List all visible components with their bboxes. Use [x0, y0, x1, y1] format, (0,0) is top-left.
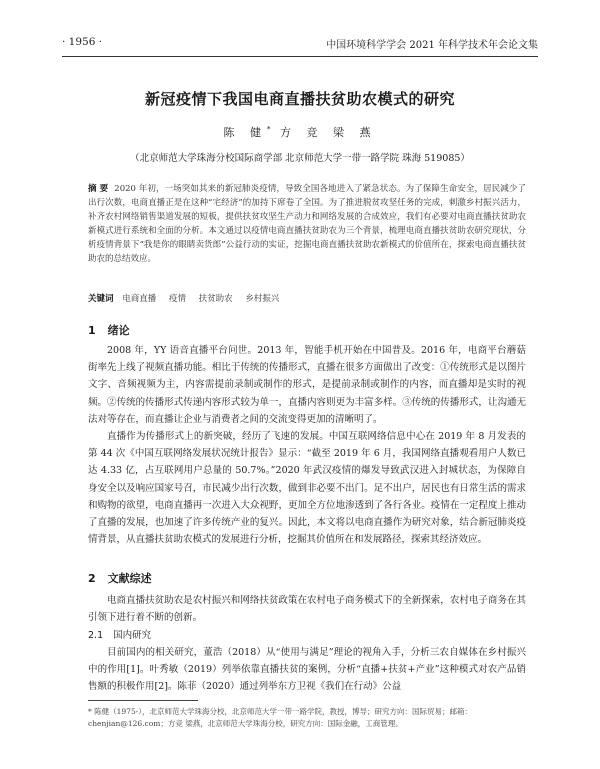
paragraph: 2008 年，YY 语音直播平台问世。2013 年，智能手机开始在中国普及。2016 年，电商平台蘑菇街率先上线了视频直播功能。相比于传统的传播形式，直播在很多方面做出了改变：①传统形式是以图片文字、音频视频为主，内容需提前录制或制作的形式，是提前录制或制作的内容，而直播却是实时的视频。②传统的传播形式传递内容形式较为单一，直播内容则更为丰富多样。③传统的传播形式，让沟通无法对等存在，而直播让企业与消费者之间的交流变得更加的清晰明了。: [88, 345, 526, 425]
abstract-text: 2020 年初，一场突如其来的新冠肺炎疫情，导致全国各地进入了紧急状态。为了保障生命安全，居民减少了出行次数，电商直播正是在这种“宅经济”的加持下席卷了全国。为了推进脱贫攻坚任务的完成，刺激乡村振兴活力，补齐农村网络销售渠道发展的短板，提供扶贫攻坚生产动力和网络发展的合成效应，我们有必要对电商直播扶贫助农新模式进行系统和全面的分析。本文通过以疫情电商直播扶贫助农为三个背景，梳理电商直播扶贫助农研究现状，分析疫情背景下“我是你的眼睛卖货郎”公益行动的实证，挖掘电商直播扶贫助农新模式的价值所在，探索电商直播扶贫助农的总结效应。: [88, 184, 526, 264]
header-divider: [62, 56, 538, 57]
keywords-label: 关键词: [88, 294, 114, 304]
section-number: 2: [88, 572, 96, 585]
section-2-intro: [88, 592, 526, 626]
paragraph: 直播作为传播形式上的新突破，经历了飞速的发展。中国互联网络信息中心在 2019 年 8 月发表的第 44 次《中国互联网络发展状况统计报告》显示：“截至 2019 年 6 月，我国网络直播观看用户人数已达 4.33 亿，占互联网用户总量的 50.7%。”2020 年武汉疫情的爆发导致武汉进入封城状态，为保障自身安全以及响应国家号召，市民减少出行次数，做到非必要不出门。足不出户，居民也有日常生活的需求和购物的欲望，电商直播再一次进入大众视野，更加全方位地渗透到了各行各业。疫情在一定程度上推动了直播的发展，也加速了许多传统产业的复兴。因此，本文将以电商直播作为研究对象，结合新冠肺炎疫情背景，从直播扶贫助农模式的发展进行分析，挖掘其价值所在和发展路径，探索其经济效应。: [88, 431, 526, 546]
corresponding-author: 陈 健: [223, 126, 267, 139]
author-footnote-mark: *: [267, 125, 271, 134]
section-heading-2: [88, 570, 152, 586]
page-number: · 1956 ·: [62, 36, 103, 48]
affiliation: （北京师范大学珠海分校国际商学部 北京师范大学一带一路学院 珠海 519085）: [130, 153, 470, 164]
subsection-number: 2.1: [88, 630, 104, 641]
running-header: [62, 36, 538, 52]
subsection-body: [88, 644, 526, 696]
section-number: 1: [88, 324, 96, 337]
paragraph: 目前国内的相关研究，董浩（2018）从“使用与满足”理论的视角入手，分析三农自媒体在乡村振兴中的作用[1]。叶秀敏（2019）列举依靠直播扶贫的案例，分析“直播+扶贫+产业”这种模式对农产品销售额的积极作用[2]。陈菲（2020）通过列举东方卫视《我们在行动》公益: [88, 647, 526, 693]
subsection-title: 国内研究: [113, 630, 152, 641]
keyword: 疫情: [168, 294, 186, 304]
section-title: 绪论: [107, 324, 130, 337]
journal-title: 中国环境科学学会 2021 年科学技术年会论文集: [326, 40, 538, 51]
abstract: [88, 182, 526, 266]
footnote-divider: [88, 700, 198, 701]
section-title: 文献综述: [107, 572, 152, 585]
abstract-label: 摘 要: [88, 184, 109, 194]
section-1-body: [88, 342, 526, 548]
subsection-heading: [88, 627, 151, 641]
paper-title: 新冠疫情下我国电商直播扶贫助农模式的研究: [144, 90, 455, 108]
co-authors: 方 竞 梁 燕: [270, 126, 377, 139]
footnote: * 陈健（1975-），北京师范大学珠海分校，北京师范大学一带一路学院，教授，博导；研究方向：国际贸易；邮箱：chenjian@126.com；方竞 梁燕，北京师范大学珠海分校，研究方向：国际金融，工商管理。: [88, 707, 473, 728]
keyword: 乡村振兴: [245, 294, 280, 304]
keyword: 扶贫助农: [198, 294, 233, 304]
keyword: 电商直播: [122, 294, 157, 304]
section-heading-1: [88, 322, 130, 338]
author-line: [62, 124, 538, 140]
paragraph: 电商直播扶贫助农是农村振兴和网络扶贫政策在农村电子商务模式下的全新探索，农村电子商务在其引领下进行着不断的创新。: [88, 595, 526, 624]
keywords: [88, 292, 526, 304]
